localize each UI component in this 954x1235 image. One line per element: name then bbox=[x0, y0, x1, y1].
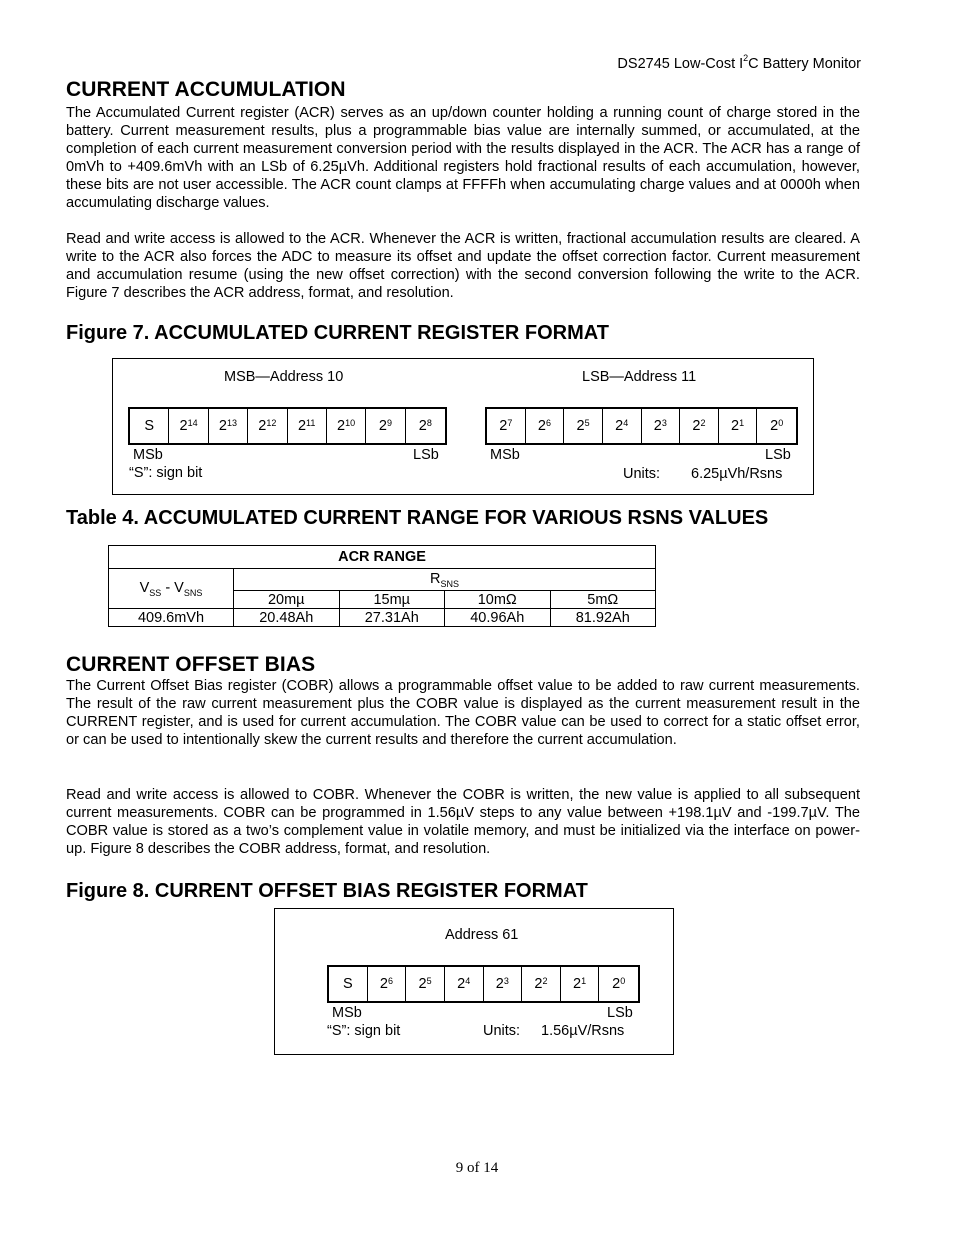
table-row bbox=[109, 609, 656, 627]
page-header: DS2745 Low-Cost $I^2C$ Battery Monitor bbox=[617, 53, 861, 72]
figure8-sign-note: “S”: sign bit bbox=[327, 1023, 401, 1039]
figure8-bit-cell: 2 $^2$ bbox=[522, 967, 561, 1001]
table-cell: 20.48Ah bbox=[234, 609, 340, 627]
figure8-bit-cell: 2 $^0$ bbox=[612, 976, 626, 992]
figure7-lsb-bit-cell: 2 $^3$ bbox=[642, 409, 681, 443]
page-number: 9 of 14 bbox=[455, 1160, 499, 1176]
table-cell: 81.92Ah bbox=[550, 609, 656, 627]
figure8-box bbox=[274, 908, 674, 1055]
table-cell: 27.31Ah bbox=[339, 609, 445, 627]
figure8-bit-cell: 2 $^5$ bbox=[406, 967, 445, 1001]
figure7-msb-bit-cell: 2 $^{13}$ bbox=[209, 409, 248, 443]
figure7-lsb-register bbox=[485, 407, 798, 445]
figure7-msb-register bbox=[128, 407, 447, 445]
figure7-msb-bit-cell: 2 $^{14}$ bbox=[169, 409, 208, 443]
figure7-lsb-bit-cell: 2 $^7$ bbox=[487, 409, 526, 443]
rsns-value: 10mΩ bbox=[445, 591, 551, 609]
figure8-bit-cell: 2 $^6$ bbox=[368, 967, 407, 1001]
figure8-title: Figure 8. CURRENT OFFSET BIAS REGISTER FORMAT bbox=[66, 880, 588, 902]
table-cell: 409.6mVh bbox=[109, 609, 234, 627]
figure7-title: Figure 7. ACCUMULATED CURRENT REGISTER FORMAT bbox=[66, 322, 609, 344]
figure7-msb-bit-cell: 2 $^8$ bbox=[418, 418, 432, 434]
figure7-lsb-left-label: MSb bbox=[490, 447, 520, 463]
figure7-lsb-bit-cell: 2 $^5$ bbox=[564, 409, 603, 443]
rsns-value: 20mµ bbox=[234, 591, 340, 609]
figure8-bit-cell: 2 $^1$ bbox=[561, 967, 600, 1001]
acr-range-header: ACR RANGE bbox=[109, 546, 656, 569]
acr-range-table bbox=[108, 545, 656, 627]
figure7-msb-bit-cell: 2 $^{12}$ bbox=[248, 409, 287, 443]
section-title-current-offset-bias: CURRENT OFFSET BIAS bbox=[66, 653, 316, 676]
figure8-lsb-label: LSb bbox=[607, 1005, 633, 1021]
rsns-header: $R_{SNS}$ bbox=[234, 569, 656, 591]
vss-vsns-header: $V_{SS} - V_{SNS}$ bbox=[109, 569, 234, 609]
figure7-msb-left-label: MSb bbox=[133, 447, 163, 463]
figure8-address-title: Address 61 bbox=[445, 927, 519, 943]
rsns-value: 5mΩ bbox=[550, 591, 656, 609]
figure7-msb-title: MSB—Address 10 bbox=[224, 369, 344, 385]
figure8-msb-label: MSb bbox=[332, 1005, 362, 1021]
figure8-bit-cell: S bbox=[329, 967, 368, 1001]
table4-title: Table 4. ACCUMULATED CURRENT RANGE FOR VARIOUS RSNS VALUES bbox=[66, 507, 769, 529]
paragraph-cobr-description: The Current Offset Bias register (COBR) allows a programmable offset value to be added to raw current measurements. The result of the raw current measurement plus the COBR value is displayed as the current measurement result in the CURRENT register, and is used for current accumulation. The COBR value can be used to correct for a static offset error, or can be used to intentionally skew the current results and therefore the current accumulation. bbox=[66, 678, 860, 748]
paragraph-acr-access: Read and write access is allowed to the ACR. Whenever the ACR is written, fractional accumulation results are cleared. A write to the ACR also forces the ADC to measure its offset and update the offset correction factor. Current measurement and accumulation resume (using the new offset correction) with the second conversion following the write to the ACR. Figure 7 describes the ACR address, format, and resolution. bbox=[66, 231, 860, 301]
paragraph-acr-description: The Accumulated Current register (ACR) serves as an up/down counter holding a running count of charge stored in the battery. Current measurement results, plus a programmable bias value are internally summed, or accumulated, at the completion of each current measurement conversion period with the results displayed in the ACR. The ACR has a range of 0mVh to +409.6mVh with an LSb of 6.25µVh. Additional registers hold fractional results of each accumulation, however, these bits are not user accessible. The ACR count clamps at FFFFh when accumulating charge values and at 0000h when accumulating discharge values. bbox=[66, 105, 860, 211]
figure7-lsb-bit-cell: 2 $^6$ bbox=[526, 409, 565, 443]
figure7-lsb-bit-cell: 2 $^2$ bbox=[680, 409, 719, 443]
figure8-register bbox=[327, 965, 640, 1003]
figure8-units-value: 1.56µV/Rsns bbox=[541, 1023, 625, 1039]
rsns-value: 15mµ bbox=[339, 591, 445, 609]
table-cell: 40.96Ah bbox=[445, 609, 551, 627]
figure7-units-value: 6.25µVh/Rsns bbox=[691, 466, 783, 482]
figure7-lsb-bit-cell: 2 $^0$ bbox=[770, 418, 784, 434]
figure7-msb-bit-cell: 2 $^{10}$ bbox=[327, 409, 366, 443]
paragraph-cobr-access: Read and write access is allowed to COBR. Whenever the COBR is written, the new value is applied to all subsequent current measurements. COBR can be programmed in 1.56µV steps to any value between +198.1µV and -199.7µV. The COBR value is stored as a two’s complement value in volatile memory, and must be initialized via the interface on power-up. Figure 8 describes the COBR address, format, and resolution. bbox=[66, 787, 860, 857]
section-title-current-accumulation: CURRENT ACCUMULATION bbox=[66, 78, 346, 101]
figure7-units-label: Units: bbox=[623, 466, 661, 482]
figure7-msb-bit-cell: 2 $^9$ bbox=[366, 409, 405, 443]
figure7-msb-bit-cell: S bbox=[130, 409, 169, 443]
figure7-lsb-right-label: LSb bbox=[765, 447, 791, 463]
figure7-sign-note: “S”: sign bit bbox=[129, 465, 203, 481]
figure8-units-label: Units: bbox=[483, 1023, 521, 1039]
figure7-lsb-bit-cell: 2 $^4$ bbox=[603, 409, 642, 443]
figure7-lsb-bit-cell: 2 $^1$ bbox=[719, 409, 758, 443]
figure7-msb-bit-cell: 2 $^{11}$ bbox=[288, 409, 327, 443]
figure7-lsb-title: LSB—Address 11 bbox=[582, 369, 697, 385]
figure8-bit-cell: 2 $^4$ bbox=[445, 967, 484, 1001]
figure8-bit-cell: 2 $^3$ bbox=[484, 967, 523, 1001]
figure7-box bbox=[112, 358, 814, 495]
figure7-msb-right-label: LSb bbox=[413, 447, 439, 463]
